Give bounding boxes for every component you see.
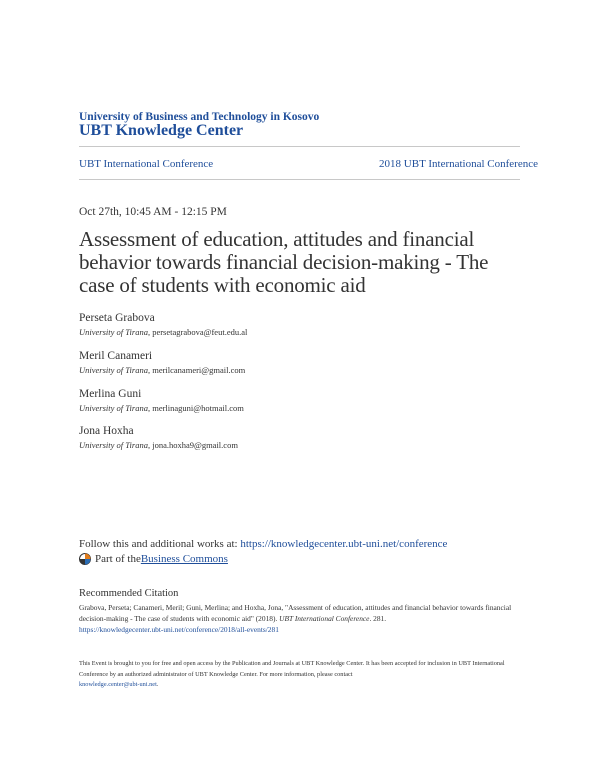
knowledge-center-title[interactable]: UBT Knowledge Center (79, 122, 244, 139)
part-of-line (79, 553, 228, 565)
author-institution: University of Tirana (79, 365, 148, 375)
author-affiliation (79, 365, 245, 375)
author-affiliation (79, 327, 247, 337)
author-email: , merilcanameri@gmail.com (147, 365, 246, 375)
business-commons-link[interactable]: Business Commons (140, 553, 228, 565)
author-email: , persetagrabova@feut.edu.al (147, 327, 248, 337)
breadcrumb-year-conference[interactable]: 2018 UBT International Conference (379, 158, 538, 170)
page-title: Assessment of education, attitudes and financial behavior towards financial decision-making - The case of students with economic aid (79, 227, 489, 297)
citation-link[interactable]: https://knowledgecenter.ubt-uni.net/conference/2018/all-events/281 (79, 625, 279, 634)
author-name: Perseta Grabova (79, 312, 155, 324)
author-institution: University of Tirana (79, 327, 148, 337)
author-email: , merlinaguni@hotmail.com (147, 403, 244, 413)
open-access-icon (79, 553, 91, 565)
follow-prefix: Follow this and additional works at: (79, 538, 241, 550)
breadcrumb-conference[interactable]: UBT International Conference (79, 158, 214, 170)
citation-journal: UBT International Conference (279, 614, 370, 623)
access-notice (79, 659, 525, 691)
author-email: , jona.hoxha9@gmail.com (147, 440, 238, 450)
author-affiliation (79, 403, 244, 413)
notice-end: . (156, 681, 159, 688)
event-datetime: Oct 27th, 10:45 AM - 12:15 PM (79, 206, 227, 218)
university-name[interactable]: University of Business and Technology in Kosovo (79, 111, 320, 123)
part-of-prefix: Part of the (95, 553, 141, 565)
author-institution: University of Tirana (79, 440, 148, 450)
follow-line (79, 538, 447, 550)
citation-number: . 281. (369, 614, 387, 623)
author-institution: University of Tirana (79, 403, 148, 413)
contact-email-link[interactable]: knowledge.center@ubt-uni.net (79, 681, 157, 688)
notice-text: This Event is brought to you for free and open access by the Publication and Journals at UBT Knowledge Center. It has been accepted for inclusion in UBT International Conference by an authorized administrator of UBT Knowledge Center. For more information, please contact (79, 660, 505, 678)
citation-text: Grabova, Perseta; Canameri, Meril; Guni, Merlina; and Hoxha, Jona, "Assessment of education, attitudes and financial behavior towards financial decision-making - The case of students with economic aid" (2018). (79, 603, 512, 623)
recommended-citation (79, 602, 525, 635)
author-affiliation (79, 440, 238, 450)
bottom-divider (79, 179, 520, 180)
top-divider (79, 146, 520, 147)
author-name: Meril Canameri (79, 350, 153, 362)
conference-link[interactable]: https://knowledgecenter.ubt-uni.net/conference (240, 538, 448, 550)
author-name: Merlina Guni (79, 388, 142, 400)
author-name: Jona Hoxha (79, 425, 134, 437)
recommended-citation-heading: Recommended Citation (79, 588, 179, 599)
